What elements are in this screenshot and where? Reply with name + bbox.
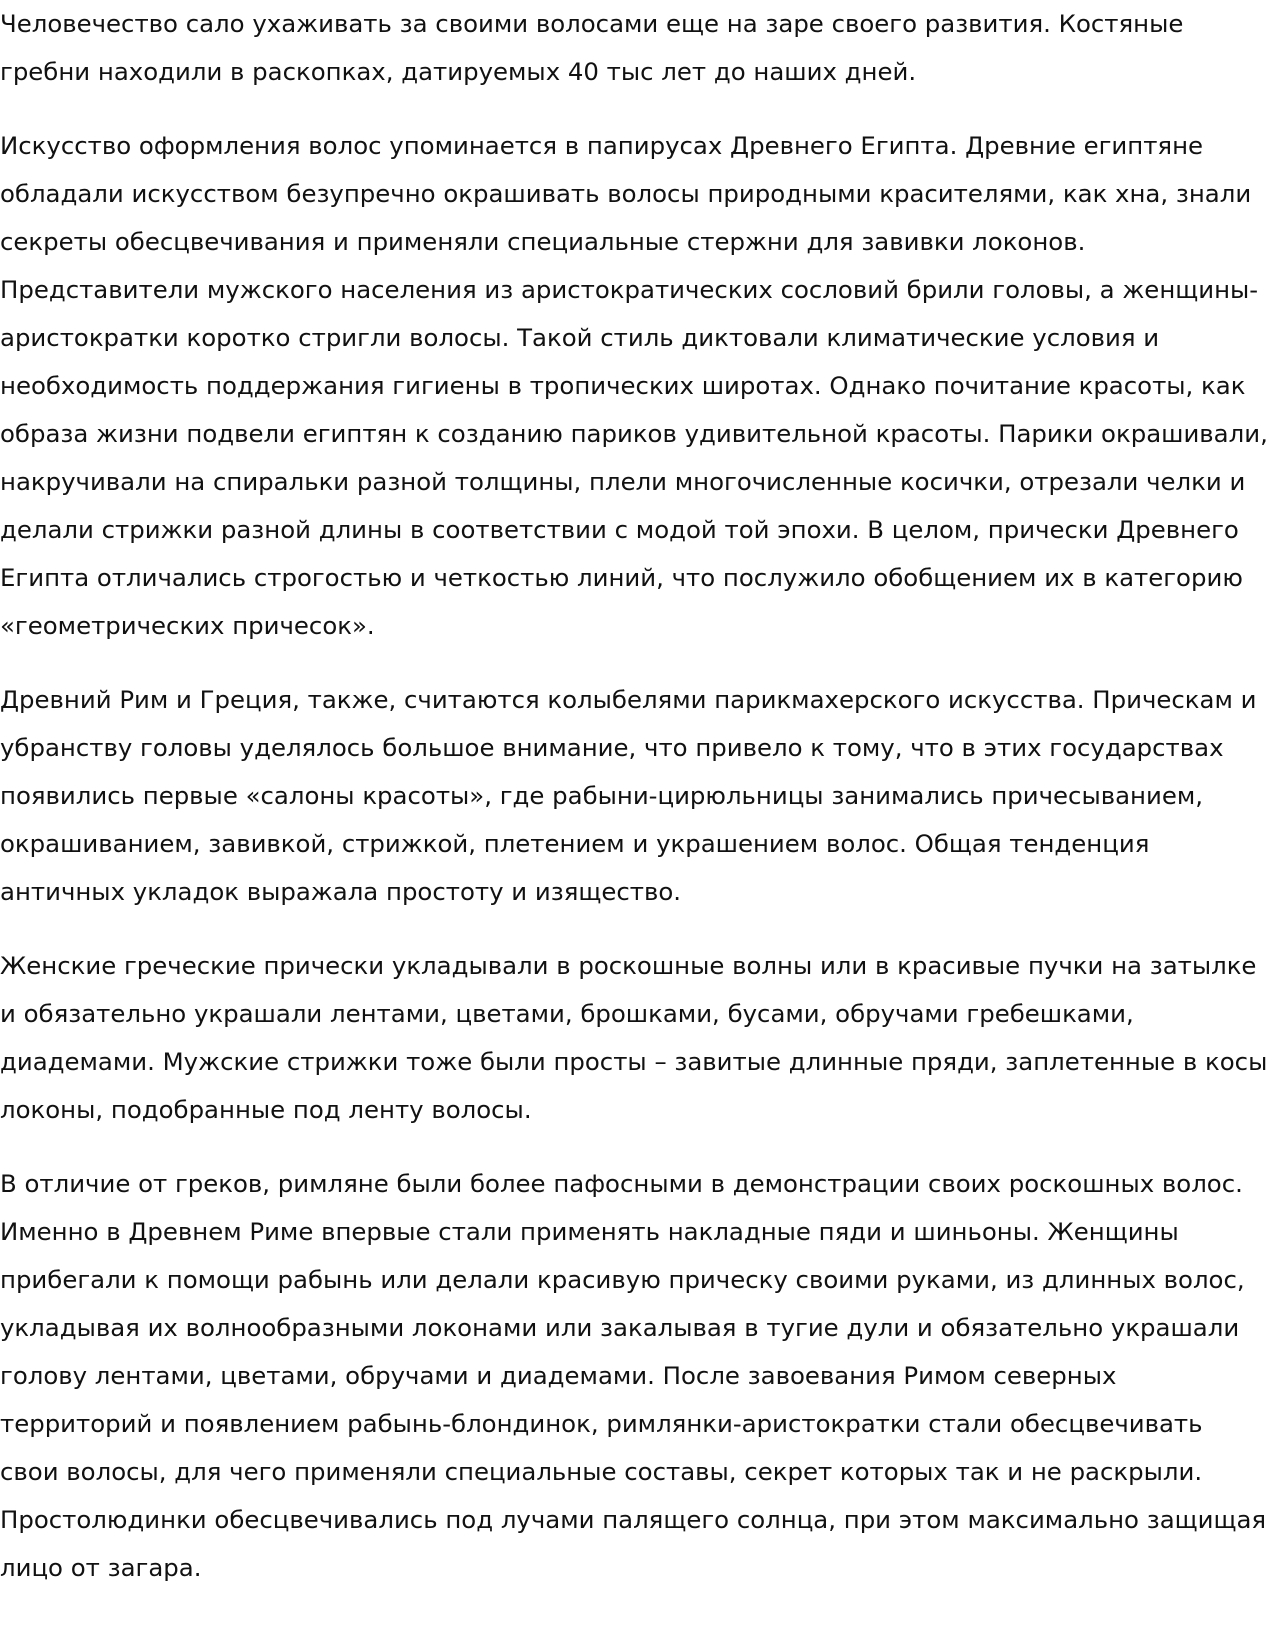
paragraph-rome-greece: Древний Рим и Греция, также, считаются колыбелями парикмахерского искусства. Прическам и убранству головы уделялось большое внимание, что привело к тому, что в этих государствах появились первые «салоны красоты», где рабыни-цирюльницы занимались причесыванием, окрашиванием, завивкой, стрижкой, плетением и украшением волос. Общая тенденция античных укладок выражала простоту и изящество.: [0, 685, 1257, 906]
paragraph-roman-hairstyles: В отличие от греков, римляне были более пафосными в демонстрации своих роскошных волос. Именно в Древнем Риме впервые стали применять накладные пяди и шиньоны. Женщины прибегали к помощи рабынь или делали красивую прическу своими руками, из длинных волос, укладывая их волнообразными локонами или закалывая в тугие дули и обязательно украшали голову лентами, цветами, обручами и диадемами. После завоевания Римом северных территорий и появлением рабынь-блондинок, римлянки-аристократки стали обесцвечивать свои волосы, для чего применяли специальные составы, секрет которых так и не раскрыли. Простолюдинки обесцвечивались под лучами палящего солнца, при этом максимально защищая лицо от загара.: [0, 1169, 1267, 1582]
paragraph-greek-hairstyles: Женские греческие прически укладывали в роскошные волны или в красивые пучки на затылке и обязательно украшали лентами, цветами, брошками, бусами, обручами гребешками, диадемами. Мужские стрижки тоже были просты – завитые длинные пряди, заплетенные в косы локоны, подобранные под ленту волосы.: [0, 951, 1268, 1124]
paragraph-egypt: Искусство оформления волос упоминается в папирусах Древнего Египта. Древние египтяне обладали искусством безупречно окрашивать волосы природными красителями, как хна, знали секреты обесцвечивания и применяли специальные стержни для завивки локонов. Представители мужского населения из аристократических сословий брили головы, а женщины-аристократки коротко стригли волосы. Такой стиль диктовали климатические условия и необходимость поддержания гигиены в тропических широтах. Однако почитание красоты, как образа жизни подвели египтян к созданию париков удивительной красоты. Парики окрашивали, накручивали на спиральки разной толщины, плели многочисленные косички, отрезали челки и делали стрижки разной длины в соответствии с модой той эпохи. В целом, прически Древнего Египта отличались строгостью и четкостью линий, что послужило обобщением их в категорию «геометрических причесок».: [0, 131, 1268, 640]
paragraph-intro: Человечество сало ухаживать за своими волосами еще на заре своего развития. Костяные гребни находили в раскопках, датируемых 40 тыс лет до наших дней.: [0, 9, 1184, 86]
